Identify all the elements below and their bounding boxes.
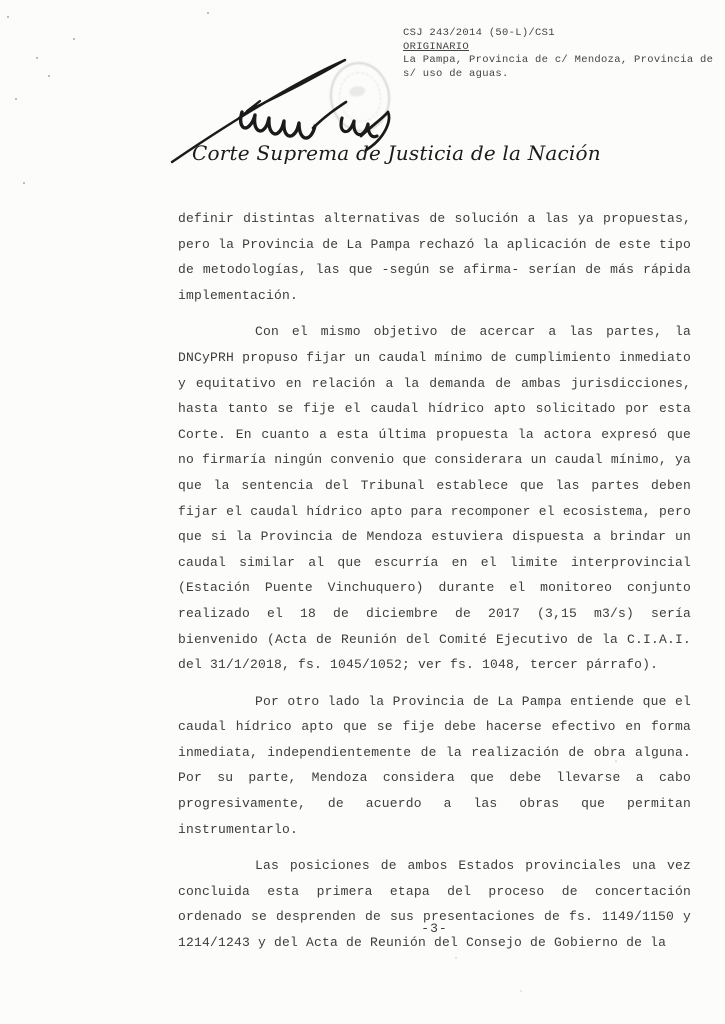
paragraph-4: Las posiciones de ambos Estados provinciales una vez concluida esta primera etapa del proceso de concertación ordenado se desprenden de sus presentaciones de fs. 1149/1150 y 1214/1243 y del Acta de Reunión del Consejo de Gobierno de la [178, 858, 691, 951]
scan-speck [48, 75, 50, 77]
case-caption-line2: s/ uso de aguas. [403, 67, 509, 80]
scan-speck [207, 12, 209, 14]
case-number: CSJ 243/2014 (50-L)/CS1 [403, 27, 555, 39]
case-caption-line1: La Pampa, Provincia de c/ Mendoza, Provincia de [403, 54, 714, 66]
paragraph-1: definir distintas alternativas de solución a las ya propuestas, pero la Provincia de La Pampa rechazó la aplicación de este tipo de metodologías, las que -según se afirma- serían de más rápida implementación. [178, 211, 691, 303]
document-body [178, 206, 691, 967]
court-name: Corte Suprema de Justicia de la Nación [192, 141, 601, 165]
scan-speck [15, 98, 17, 100]
scan-speck [520, 990, 522, 992]
case-header [403, 27, 713, 81]
scan-speck [36, 57, 38, 59]
paragraph-3: Por otro lado la Provincia de La Pampa entiende que el caudal hídrico apto que se fije debe hacerse efectivo en forma inmediata, independientemente de la realización de obra alguna. Por su parte, Mendoza considera que debe llevarse a cabo progresivamente, de acuerdo a las obras que permitan instrumentarlo. [178, 693, 691, 837]
case-type: ORIGINARIO [403, 40, 470, 53]
scan-speck [73, 38, 75, 40]
scan-speck [23, 182, 25, 184]
scan-speck [7, 16, 9, 18]
page-number: -3- [421, 921, 448, 936]
paragraph-2: Con el mismo objetivo de acercar a las partes, la DNCyPRH propuso fijar un caudal mínimo de cumplimiento inmediato y equitativo en relación a la demanda de ambas jurisdicciones, hasta tanto se fije el caudal hídrico apto solicitado por esta Corte. En cuanto a esta última propuesta la actora expresó que no firmaría ningún convenio que considerara un caudal mínimo, ya que la sentencia del Tribunal establece que las partes deben fijar el caudal hídrico apto para recomponer el ecosistema, pero que si la Provincia de Mendoza estuviera dispuesta a brindar un caudal similar al que escurría en el limite interprovincial (Estación Puente Vinchuquero) durante el monitoreo conjunto realizado el 18 de diciembre de 2017 (3,15 m3/s) sería bienvenido (Acta de Reunión del Comité Ejecutivo de la C.I.A.I. del 31/1/2018, fs. 1045/1052; ver fs. 1048, tercer párrafo). [178, 324, 691, 673]
